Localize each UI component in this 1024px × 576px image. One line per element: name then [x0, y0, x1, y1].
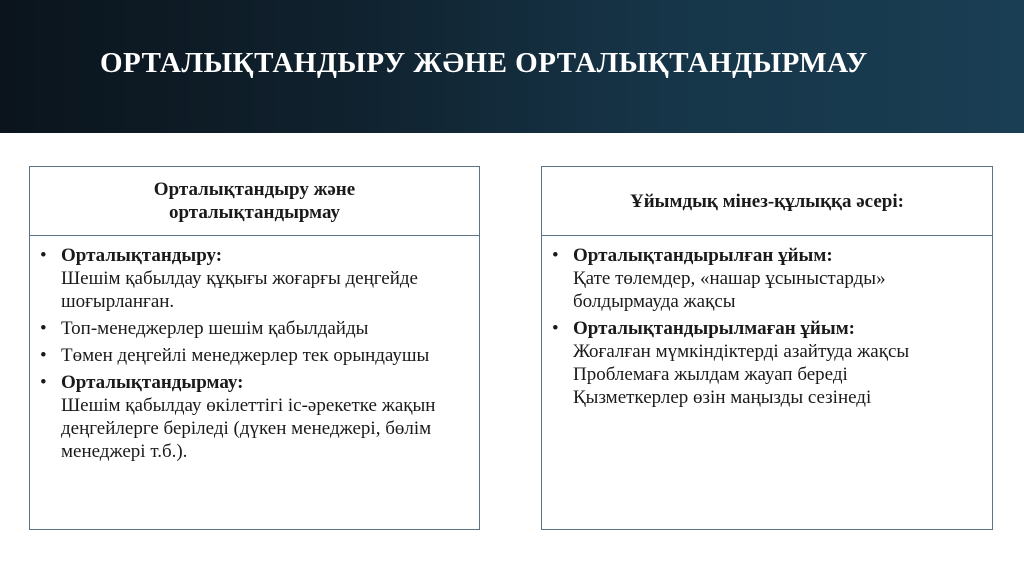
item-text: Жоғалған мүмкіндіктерді азайтуда жақсы	[573, 341, 910, 362]
item-text: Топ-менеджерлер шешім қабылдайды	[61, 318, 369, 339]
item-text: Қате төлемдер, «нашар ұсыныстарды» болдырмауда жақсы	[573, 268, 886, 312]
bullet-icon: •	[40, 318, 47, 339]
org-behavior-card-body	[542, 236, 992, 409]
item-text: Қызметкерлер өзін маңызды сезінеді	[573, 387, 872, 408]
list-item	[550, 317, 982, 409]
list-item	[38, 344, 469, 367]
bullet-icon: •	[40, 372, 47, 393]
bullet-icon: •	[552, 245, 559, 266]
centralization-card	[29, 166, 480, 530]
heading-line-1: Орталықтандыру және	[153, 179, 356, 200]
item-text: Шешім қабылдау құқығы жоғарғы деңгейде шоғырланған.	[61, 268, 418, 312]
title-banner	[0, 0, 1024, 133]
item-title: Орталықтандыру:	[61, 245, 223, 266]
item-title: Орталықтандырылған ұйым:	[573, 245, 833, 266]
org-behavior-card-heading	[542, 167, 992, 236]
item-title: Орталықтандырылмаған ұйым:	[573, 318, 855, 339]
centralization-card-heading	[30, 167, 479, 236]
item-text: Шешім қабылдау өкілеттігі іс-әрекетке жақын деңгейлерге беріледі (дүкен менеджері, бөлім менеджері т.б.).	[61, 395, 436, 462]
list-item	[550, 244, 982, 313]
slide-title: ОРТАЛЫҚТАНДЫРУ ЖӘНЕ ОРТАЛЫҚТАНДЫРМАУ	[100, 47, 868, 79]
heading-line-2: орталықтандырмау	[168, 202, 341, 223]
centralization-card-body	[30, 236, 479, 463]
item-text: Проблемаға жылдам жауап береді	[573, 364, 848, 385]
item-text: Төмен деңгейлі менеджерлер тек орындаушы	[61, 345, 430, 366]
bullet-icon: •	[40, 345, 47, 366]
org-behavior-card	[541, 166, 993, 530]
list-item	[38, 371, 469, 463]
heading-text: Ұйымдық мінез-құлыққа әсері:	[630, 190, 904, 212]
bullet-icon: •	[552, 318, 559, 339]
list-item	[38, 244, 469, 313]
item-title: Орталықтандырмау:	[61, 372, 244, 393]
bullet-icon: •	[40, 245, 47, 266]
list-item	[38, 317, 469, 340]
